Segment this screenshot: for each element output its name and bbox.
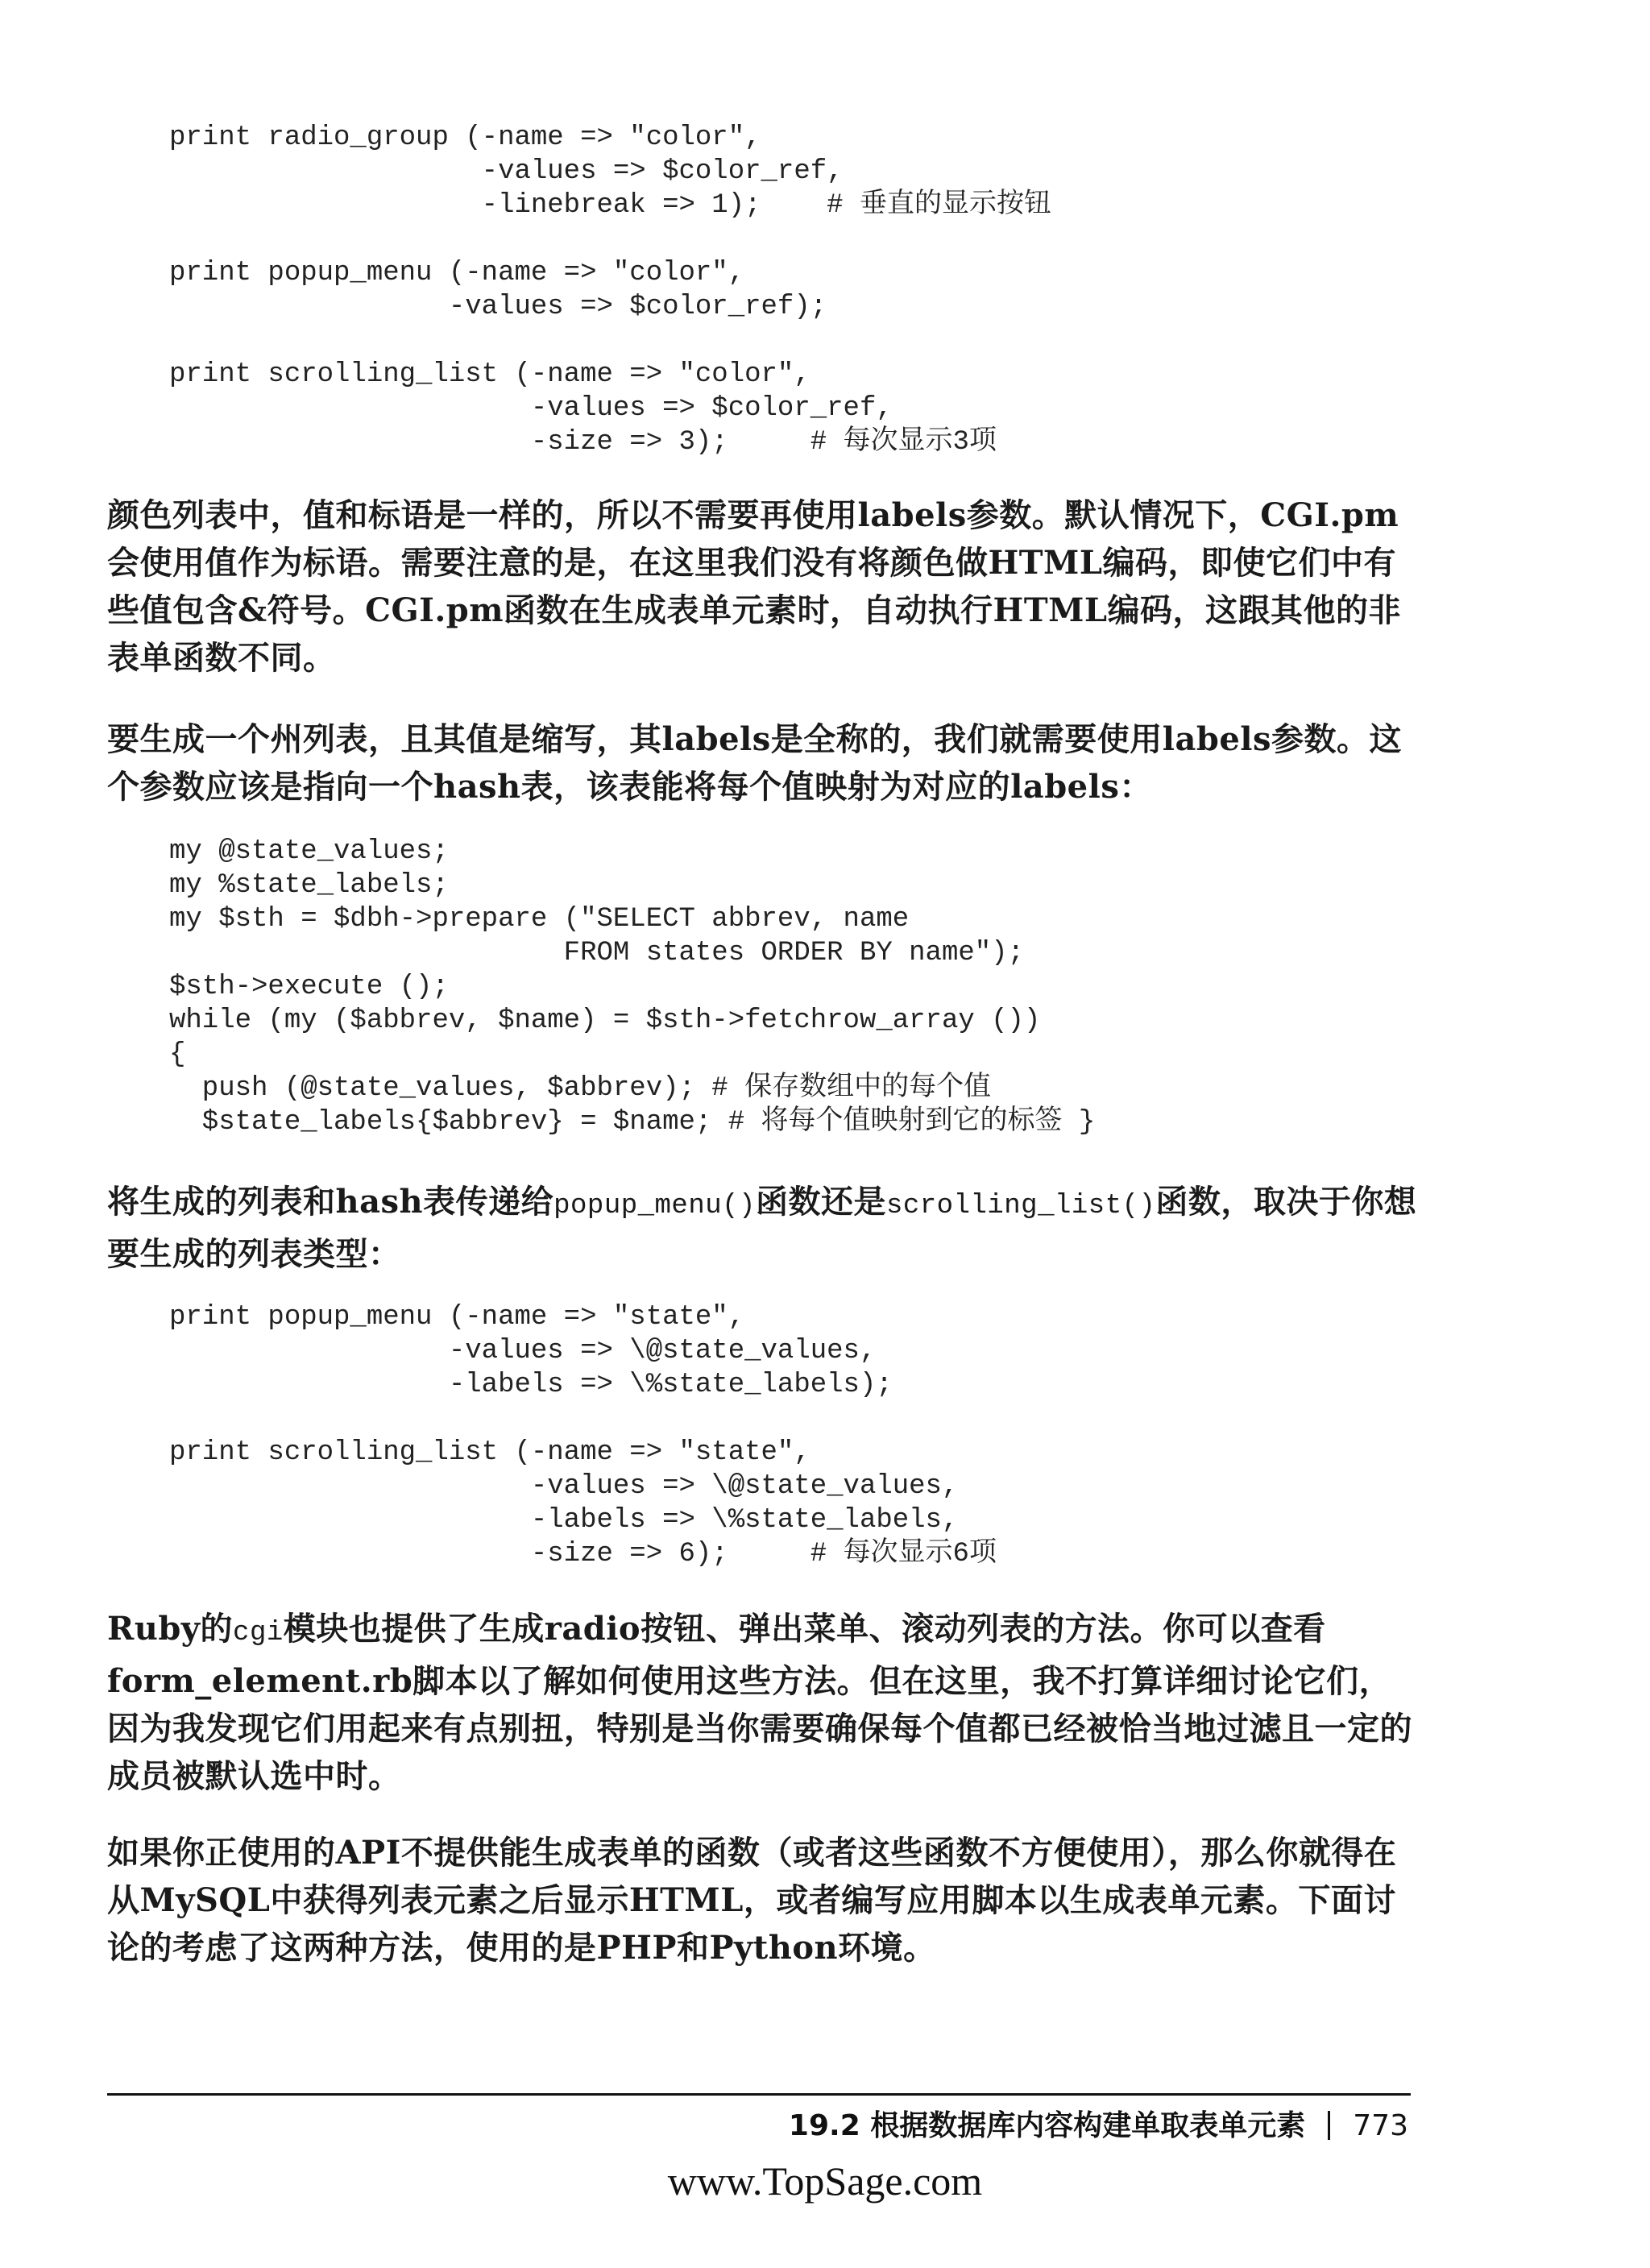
text-segment: 模块也提供了生成radio按钮、弹出菜单、滚动列表的方法。你可以查看form_element.rb脚本以了解如何使用这些方法。但在这里，我不打算详细讨论它们，因为我发现它们用起来有点别扭，特别是当你需要确保每个值都已经被恰当地过滤且一定的成员被默认选中时。 xyxy=(107,1610,1412,1795)
text-segment: Ruby的 xyxy=(107,1610,234,1648)
paragraph-state-list-intro: 要生成一个州列表，且其值是缩写，其labels是全称的，我们就需要使用labels参数。这个参数应该是指向一个hash表，该表能将每个值映射为对应的labels： xyxy=(107,720,1402,806)
footer-separator xyxy=(1328,2111,1330,2140)
paragraph-labels-explanation: 颜色列表中，值和标语是一样的，所以不需要再使用labels参数。默认情况下，CGI.pm会使用值作为标语。需要注意的是，在这里我们没有将颜色做HTML编码，即使它们中有些值包含&符号。CGI.pm函数在生成表单元素时，自动执行HTML编码，这跟其他的非表单函数不同。 xyxy=(107,496,1401,677)
text-segment: 函数还是 xyxy=(755,1183,886,1221)
footer-divider xyxy=(107,2093,1411,2096)
paragraph-pass-to-functions xyxy=(107,1178,1420,1278)
code-block-state-lists: print popup_menu (-name => "state", -values => \@state_values, -labels => \%state_labels); print scrolling_list (-name => "state", -values => \@state_values, -labels => \%state_labels, -size => 6); # 每次显示6项 xyxy=(169,1302,997,1569)
paragraph-api-alternatives: 如果你正使用的API不提供能生成表单的函数（或者这些函数不方便使用），那么你就得在从MySQL中获得列表元素之后显示HTML，或者编写应用脚本以生成表单元素。下面讨论的考虑了这两种方法，使用的是PHP和Python环境。 xyxy=(107,1834,1397,1967)
text-segment: 将生成的列表和hash表传递给 xyxy=(107,1183,554,1221)
inline-code-scrolling-list: scrolling_list() xyxy=(885,1191,1156,1221)
code-block-state-query: my @state_values; my %state_labels; my $sth = $dbh->prepare ("SELECT abbrev, name FROM states ORDER BY name"); $sth->execute (); while (my ($abbrev, $name) = $sth->fetchrow_array ()) { push (@state_values, $abbrev); # 保存数组中的每个值 $state_labels{$abbrev} = $name; # 将每个值映射到它的标签 } xyxy=(169,836,1096,1138)
watermark: www.TopSage.com xyxy=(667,2158,983,2204)
paragraph-ruby-cgi xyxy=(107,1605,1420,1800)
inline-code-cgi: cgi xyxy=(233,1618,284,1648)
page-footer xyxy=(789,2103,1408,2144)
inline-code-popup-menu: popup_menu() xyxy=(553,1191,756,1221)
footer-section-title: 19.2 根据数据库内容构建单取表单元素 xyxy=(788,2109,1306,2142)
text-segment: 函数，取决于你想要生成的列表类型： xyxy=(107,1183,1417,1273)
page-number: 773 xyxy=(1353,2109,1408,2142)
code-block-color-lists: print radio_group (-name => "color", -values => $color_ref, -linebreak => 1); # 垂直的显示按钮 print popup_menu (-name => "color", -values => $color_ref); print scrolling_list (-name => "color", -values => $color_ref, -size => 3); # 每次显示3项 xyxy=(169,122,1051,458)
